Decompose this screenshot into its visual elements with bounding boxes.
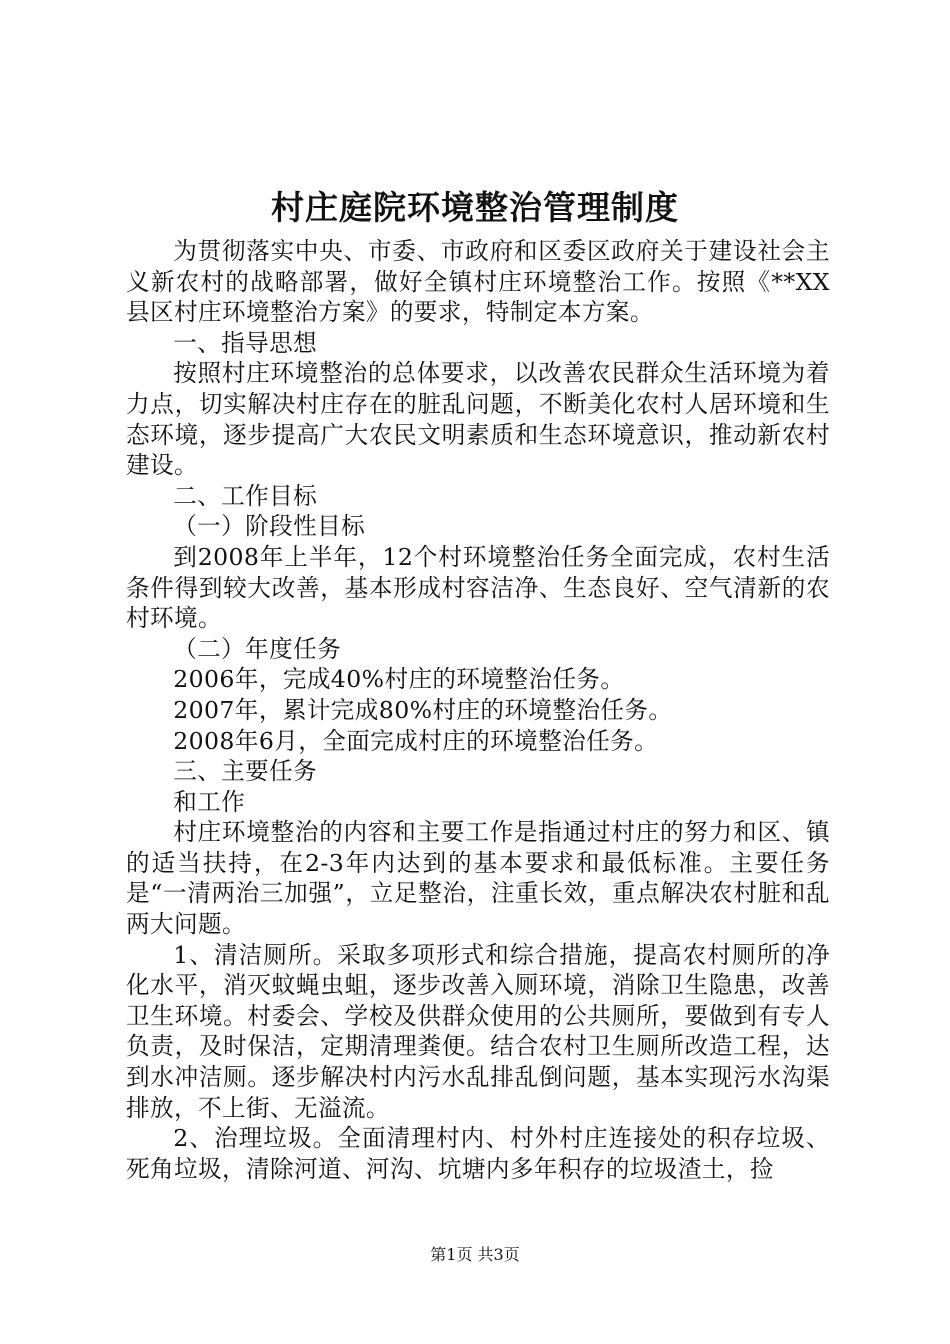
- paragraph-treat-garbage: 2、治理垃圾。全面清理村内、村外村庄连接处的积存垃圾、死角垃圾，清除河道、河沟、坑塘内多年积存的垃圾渣土，捡: [126, 1124, 830, 1183]
- subheading-annual-tasks: （二）年度任务: [173, 634, 342, 663]
- paragraph-task-2007: 2007年，累计完成80%村庄的环境整治任务。: [173, 695, 673, 724]
- paragraph-intro: 为贯彻落实中央、市委、市政府和区委区政府关于建设社会主义新农村的战略部署，做好全镇村庄环境整治工作。按照《**XX县区村庄环境整治方案》的要求，特制定本方案。: [126, 237, 830, 327]
- heading-guiding-ideology: 一、指导思想: [173, 328, 318, 357]
- document-body: [126, 236, 830, 1184]
- page-number-footer: 第1页 共3页: [430, 1245, 520, 1264]
- heading-main-tasks: 三、主要任务: [173, 757, 318, 786]
- document-title: 村庄庭院环境整治管理制度: [271, 188, 679, 227]
- paragraph-task-2008: 2008年6月，全面完成村庄的环境整治任务。: [173, 726, 659, 755]
- paragraph-task-2006: 2006年，完成40%村庄的环境整治任务。: [173, 665, 625, 694]
- heading-main-tasks-continued: 和工作: [173, 787, 246, 816]
- subheading-phase-goals: （一）阶段性目标: [173, 512, 366, 541]
- paragraph-guiding-ideology: 按照村庄环境整治的总体要求，以改善农民群众生活环境为着力点，切实解决村庄存在的脏乱问题，不断美化农村人居环境和生态环境，逐步提高广大农民文明素质和生态环境意识，推动新农村建设。: [126, 359, 830, 480]
- heading-work-goals: 二、工作目标: [173, 481, 318, 510]
- paragraph-clean-toilets: 1、清洁厕所。采取多项形式和综合措施，提高农村厕所的净化水平，消灭蚊蝇虫蛆，逐步改善入厕环境，消除卫生隐患，改善卫生环境。村委会、学校及供群众使用的公共厕所，要做到有专人负责，及时保洁，定期清理粪便。结合农村卫生厕所改造工程，达到水冲洁厕。逐步解决村内污水乱排乱倒问题，基本实现污水沟渠排放，不上街、无溢流。: [126, 940, 830, 1122]
- paragraph-main-tasks: 村庄环境整治的内容和主要工作是指通过村庄的努力和区、镇的适当扶持，在2-3年内达到的基本要求和最低标准。主要任务是“一清两治三加强”，立足整治，注重长效，重点解决农村脏和乱两大问题。: [126, 818, 830, 939]
- paragraph-phase-goals: 到2008年上半年，12个村环境整治任务全面完成，农村生活条件得到较大改善，基本形成村容洁净、生态良好、空气清新的农村环境。: [126, 542, 830, 633]
